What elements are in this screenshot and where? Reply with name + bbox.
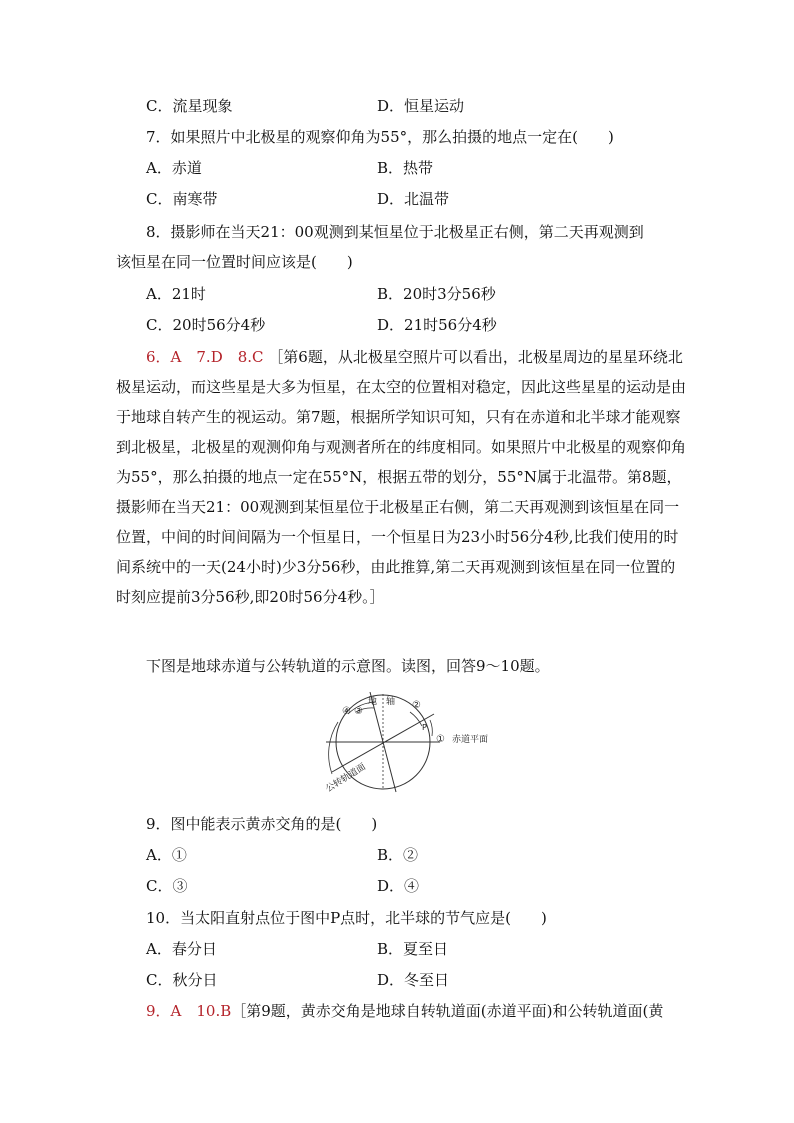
answer-text-9-10: ［第9题，黄赤交角是地球自转轨道面(赤道平面)和公转轨道面(黄 (231, 1002, 664, 1020)
q7-option-c: C．南寒带 (146, 190, 218, 208)
q6-option-c: C．流星现象 (146, 97, 233, 115)
answer-explanation-9-10 (146, 1001, 663, 1021)
marker-2: ② (412, 700, 421, 711)
answer-explanation-6-8 (116, 342, 686, 612)
figure-intro: 下图是地球赤道与公转轨道的示意图。读图，回答9～10题。 (146, 657, 550, 675)
answer-text-6-8: ［第6题，从北极星空照片可以看出，北极星周边的星星环绕北极星运动，而这些星是大多为恒星，在太空的位置相对稳定，因此这些星星的运动是由于地球自转产生的视运动。第7题，根据所学知识可知，只有在赤道和北半球才能观察到北极星，北极星的观测仰角与观测者所在的纬度相同。如果照片中北极星的观察仰角为55°，那么拍摄的地点一定在55°N，根据五带的划分，55°N属于北温带。第8题，摄影师在当天21：00观测到某恒星位于北极星正右侧，第二天再观测到该恒星在同一位置，中间的时间间隔为一个恒星日，一个恒星日为23小时56分4秒,比我们使用的时间系统中的一天(24小时)少3分56秒，由此推算,第二天再观测到该恒星在同一位置的时刻应提前3分56秒,即20时56分4秒。］ (116, 348, 687, 606)
q10-option-b: B．夏至日 (377, 940, 449, 958)
marker-3: ③ (354, 706, 363, 717)
q8-option-c: C．20时56分4秒 (146, 316, 266, 334)
orbit-plane-label: 公转轨道面 (324, 762, 368, 795)
p-label: P (422, 723, 427, 732)
q9-option-d: D．④ (377, 877, 420, 895)
q8-option-d: D．21时56分4秒 (377, 316, 497, 334)
q8-stem-line1: 8．摄影师在当天21：00观测到某恒星位于北极星正右侧，第二天再观测到 (146, 223, 644, 241)
q10-option-a: A．春分日 (146, 940, 217, 958)
q9-option-a: A．① (146, 846, 187, 864)
q8-stem-line2: 该恒星在同一位置时间应该是( ) (116, 253, 353, 271)
equator-plane-label: 赤道平面 (452, 735, 489, 745)
marker-1: ① (436, 734, 445, 745)
q7-option-d: D．北温带 (377, 190, 450, 208)
q8-option-b: B．20时3分56秒 (377, 285, 496, 303)
angle-arc-1 (430, 720, 432, 736)
q6-option-d: D．恒星运动 (377, 97, 465, 115)
axis-label: 地 轴 (368, 697, 396, 707)
answer-keys-9-10: 9．A 10.B (146, 1002, 232, 1020)
q10-option-d: D．冬至日 (377, 971, 450, 989)
q7-option-a: A．赤道 (146, 159, 202, 177)
q9-option-b: B．② (377, 846, 419, 864)
q9-stem: 9．图中能表示黄赤交角的是( ) (146, 815, 378, 833)
q8-option-a: A．21时 (146, 285, 206, 303)
q10-stem: 10．当太阳直射点位于图中P点时，北半球的节气应是( ) (146, 909, 547, 927)
q9-option-c: C．③ (146, 877, 188, 895)
marker-4: ④ (342, 706, 351, 717)
q7-option-b: B．热带 (377, 159, 434, 177)
q7-stem: 7．如果照片中北极星的观察仰角为55°，那么拍摄的地点一定在( ) (146, 128, 614, 146)
equator-orbit-diagram (318, 692, 508, 804)
answer-keys-6-8: 6．A 7.D 8.C (146, 348, 264, 366)
q10-option-c: C．秋分日 (146, 971, 218, 989)
